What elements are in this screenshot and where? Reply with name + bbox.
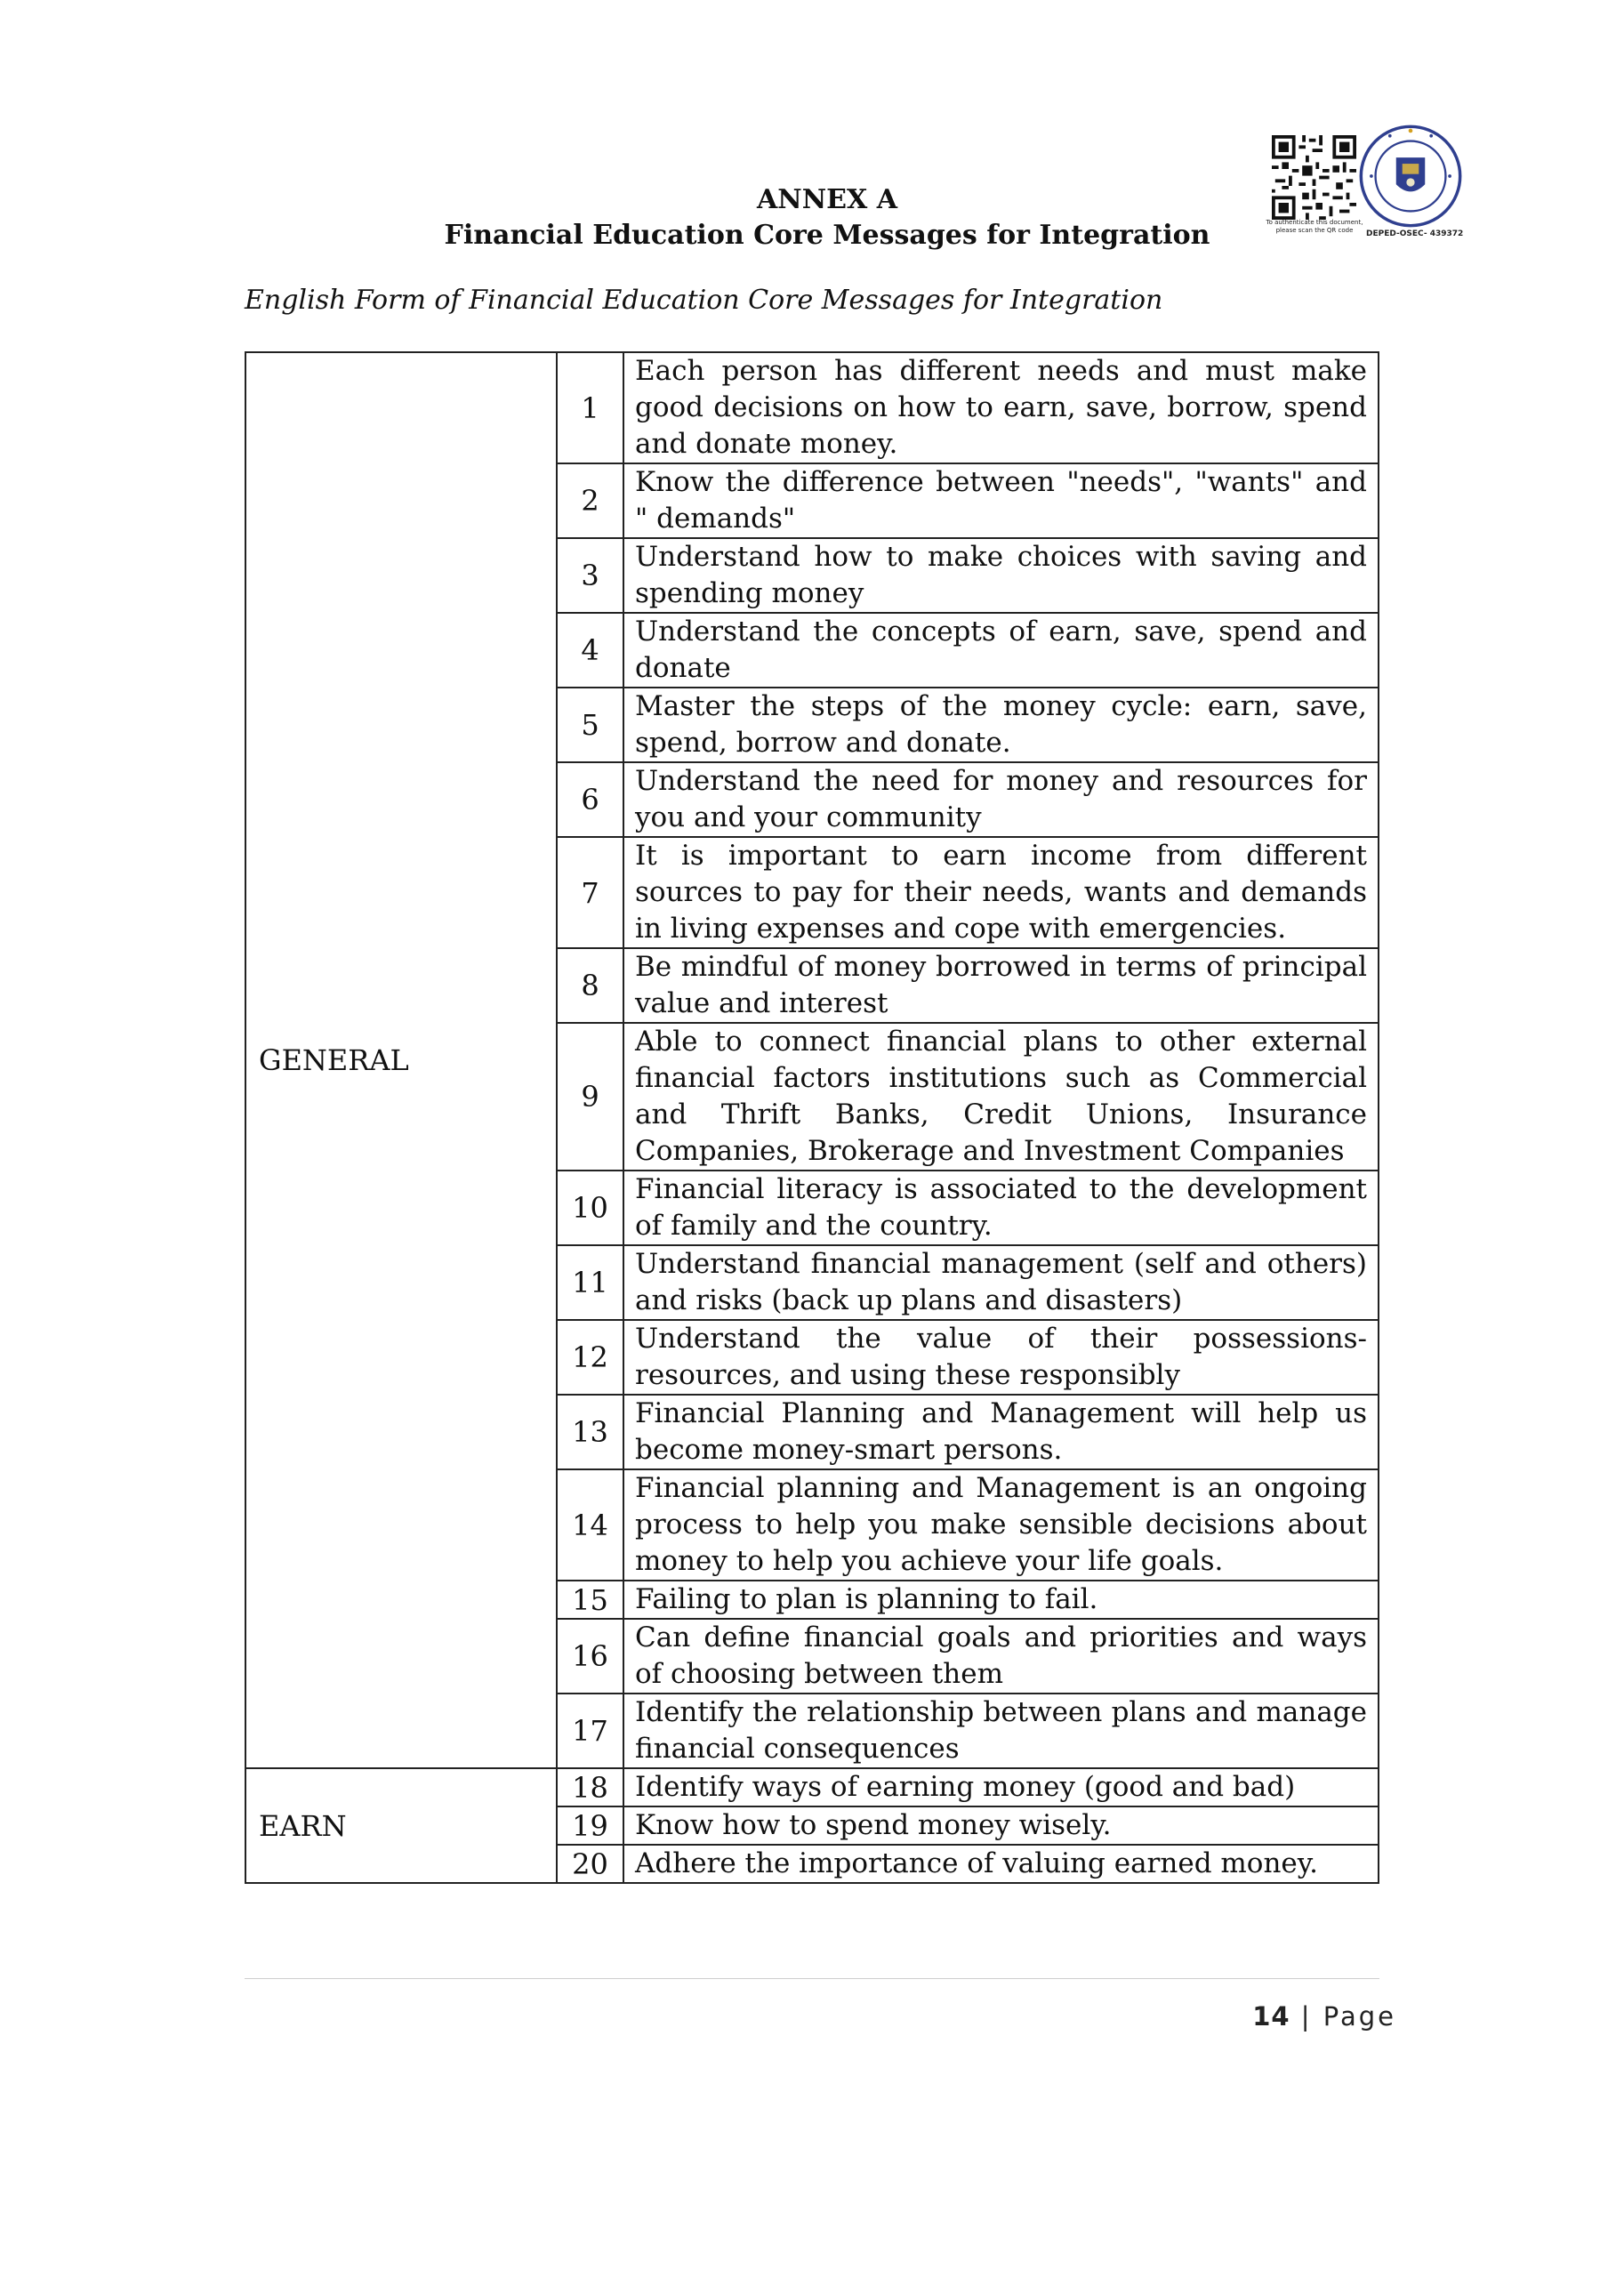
- message-text: Understand the concepts of earn, save, spend and donate: [623, 613, 1379, 688]
- title-block: [356, 182, 1298, 253]
- message-text: Each person has different needs and must make good decisions on how to earn, save, borrow, spend and donate money.: [623, 352, 1379, 463]
- category-cell: EARN: [245, 1768, 557, 1883]
- core-messages-table: [245, 351, 1379, 1884]
- message-text: Know the difference between "needs", "wants" and " demands": [623, 463, 1379, 538]
- qr-code-icon: [1272, 135, 1356, 220]
- message-text: Understand the need for money and resources for you and your community: [623, 762, 1379, 837]
- document-code: DEPED-OSEC- 439372: [1366, 229, 1464, 238]
- page-label: | Page: [1300, 2001, 1396, 2032]
- message-number: 5: [557, 688, 623, 762]
- message-text: Adhere the importance of valuing earned money.: [623, 1845, 1379, 1883]
- message-number: 2: [557, 463, 623, 538]
- message-text: Can define financial goals and priorities and ways of choosing between them: [623, 1619, 1379, 1694]
- message-number: 16: [557, 1619, 623, 1694]
- message-number: 10: [557, 1171, 623, 1245]
- message-number: 18: [557, 1768, 623, 1806]
- message-number: 13: [557, 1395, 623, 1469]
- category-cell: GENERAL: [245, 352, 557, 1768]
- message-text: Master the steps of the money cycle: earn, save, spend, borrow and donate.: [623, 688, 1379, 762]
- table-row: [245, 352, 1379, 463]
- deped-seal-icon: [1359, 125, 1462, 228]
- message-text: Financial Planning and Management will help us become money-smart persons.: [623, 1395, 1379, 1469]
- message-text: Understand how to make choices with saving and spending money: [623, 538, 1379, 613]
- message-text: Identify the relationship between plans and manage financial consequences: [623, 1694, 1379, 1768]
- message-number: 9: [557, 1023, 623, 1171]
- qr-caption: To authenticate this document, please scan the QR code: [1266, 219, 1363, 234]
- message-number: 17: [557, 1694, 623, 1768]
- footer-divider: [245, 1978, 1379, 1979]
- message-text: Able to connect financial plans to other external financial factors institutions such as Commercial and Thrift Banks, Credit Unions, Insurance Companies, Brokerage and Investment Companies: [623, 1023, 1379, 1171]
- message-number: 6: [557, 762, 623, 837]
- message-number: 15: [557, 1581, 623, 1619]
- message-text: Understand the value of their possessions-resources, and using these responsibly: [623, 1320, 1379, 1395]
- message-number: 12: [557, 1320, 623, 1395]
- message-number: 7: [557, 837, 623, 948]
- message-text: Identify ways of earning money (good and bad): [623, 1768, 1379, 1806]
- message-text: Financial literacy is associated to the development of family and the country.: [623, 1171, 1379, 1245]
- message-number: 1: [557, 352, 623, 463]
- message-text: Failing to plan is planning to fail.: [623, 1581, 1379, 1619]
- annex-subtitle: Financial Education Core Messages for Integration: [444, 220, 1210, 251]
- message-text: Understand financial management (self and others) and risks (back up plans and disasters): [623, 1245, 1379, 1320]
- message-number: 20: [557, 1845, 623, 1883]
- message-number: 4: [557, 613, 623, 688]
- message-text: It is important to earn income from different sources to pay for their needs, wants and demands in living expenses and cope with emergencies.: [623, 837, 1379, 948]
- page-number: [1218, 2001, 1396, 2032]
- message-number: 3: [557, 538, 623, 613]
- message-text: Financial planning and Management is an ongoing process to help you make sensible decisions about money to help you achieve your life goals.: [623, 1469, 1379, 1581]
- message-number: 11: [557, 1245, 623, 1320]
- message-text: Be mindful of money borrowed in terms of principal value and interest: [623, 948, 1379, 1023]
- annex-title: ANNEX A: [757, 184, 897, 215]
- message-number: 8: [557, 948, 623, 1023]
- message-number: 19: [557, 1806, 623, 1845]
- page-number-value: 14: [1252, 2001, 1290, 2032]
- subheading: English Form of Financial Education Core Messages for Integration: [245, 285, 1163, 316]
- message-number: 14: [557, 1469, 623, 1581]
- message-text: Know how to spend money wisely.: [623, 1806, 1379, 1845]
- table-row: [245, 1768, 1379, 1806]
